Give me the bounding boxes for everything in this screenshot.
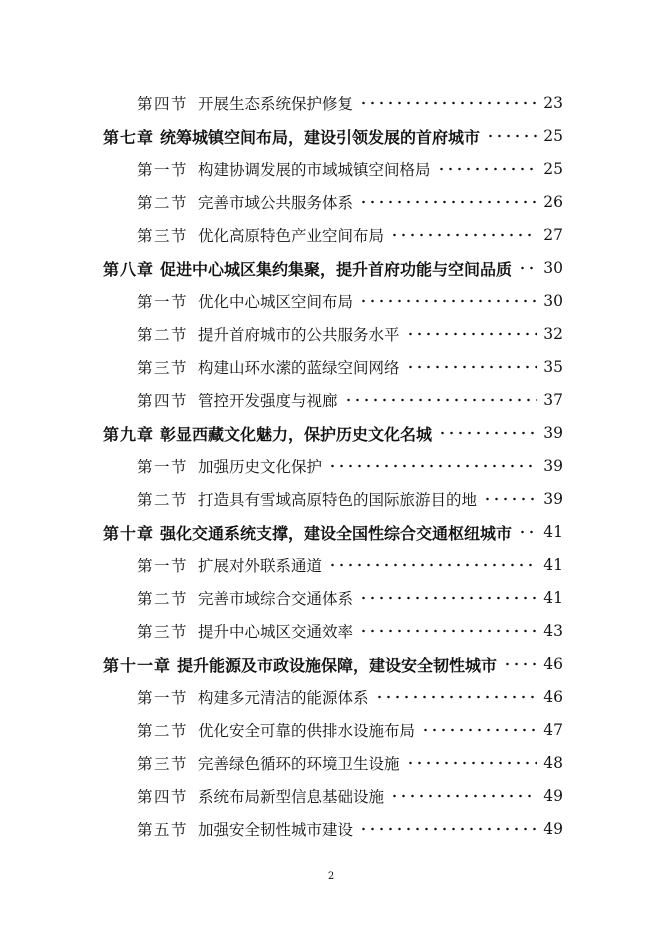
toc-entry-label: 第十一章 bbox=[103, 655, 172, 675]
toc-entry-label: 第九章 bbox=[103, 424, 155, 444]
toc-entry[interactable] bbox=[137, 449, 563, 483]
dot-leader bbox=[390, 779, 537, 813]
toc-entry-title: 加强历史文化保护 bbox=[198, 458, 323, 476]
toc-entry[interactable] bbox=[137, 284, 563, 318]
dot-leader bbox=[328, 548, 537, 582]
dot-leader bbox=[406, 317, 538, 351]
dot-leader bbox=[359, 812, 537, 846]
dot-leader bbox=[390, 218, 537, 252]
dot-leader bbox=[518, 515, 537, 549]
toc-entry-label: 第二节 bbox=[137, 590, 189, 608]
toc-entry-title: 开展生态系统保护修复 bbox=[198, 95, 354, 113]
toc-entry-title: 构建协调发展的市域城镇空间格局 bbox=[198, 161, 431, 179]
dot-leader bbox=[359, 284, 537, 318]
toc-entry-label: 第二节 bbox=[137, 491, 189, 509]
toc-entry-title: 彰显西藏文化魅力，保护历史文化名城 bbox=[160, 424, 433, 444]
toc-entry-page: 30 bbox=[543, 259, 563, 277]
toc-entry-label: 第一节 bbox=[137, 161, 189, 179]
dot-leader bbox=[421, 713, 537, 747]
toc-entry-title: 构建山环水潆的蓝绿空间网络 bbox=[198, 359, 400, 377]
toc-entry-page: 30 bbox=[543, 292, 563, 310]
toc-entry-title: 构建多元清洁的能源体系 bbox=[198, 689, 369, 707]
toc-entry[interactable] bbox=[137, 350, 563, 384]
toc-entry-label: 第四节 bbox=[137, 392, 189, 410]
dot-leader bbox=[483, 482, 537, 516]
dot-leader bbox=[359, 86, 537, 120]
toc-entry-page: 35 bbox=[543, 358, 563, 376]
toc-entry-label: 第二节 bbox=[137, 194, 189, 212]
dot-leader bbox=[359, 185, 537, 219]
toc-entry-page: 46 bbox=[543, 655, 563, 673]
toc-entry-page: 39 bbox=[543, 424, 563, 442]
toc-entry-label: 第一节 bbox=[137, 293, 189, 311]
toc-entry[interactable] bbox=[103, 251, 563, 285]
toc-entry-label: 第一节 bbox=[137, 458, 189, 476]
toc-entry-title: 提升中心城区交通效率 bbox=[198, 623, 354, 641]
toc-entry-page: 25 bbox=[543, 160, 563, 178]
toc-entry-title: 提升能源及市政设施保障，建设安全韧性城市 bbox=[177, 655, 498, 675]
toc-entry-title: 完善绿色循环的环境卫生设施 bbox=[198, 755, 400, 773]
toc-entry-label: 第二节 bbox=[137, 326, 189, 344]
toc-entry-title: 完善市域公共服务体系 bbox=[198, 194, 354, 212]
dot-leader bbox=[518, 251, 537, 285]
toc-entry[interactable] bbox=[137, 812, 563, 846]
toc-entry[interactable] bbox=[137, 548, 563, 582]
toc-entry[interactable] bbox=[137, 779, 563, 813]
toc-entry-label: 第七章 bbox=[103, 127, 155, 147]
toc-entry[interactable] bbox=[103, 416, 563, 450]
toc-entry-page: 23 bbox=[543, 94, 563, 112]
toc-entry-page: 41 bbox=[543, 556, 563, 574]
toc-entry-page: 32 bbox=[543, 325, 563, 343]
dot-leader bbox=[359, 614, 537, 648]
toc-entry-label: 第五节 bbox=[137, 821, 189, 839]
dot-leader bbox=[406, 746, 538, 780]
toc-entry-title: 优化高原特色产业空间布局 bbox=[198, 227, 385, 245]
dot-leader bbox=[486, 119, 537, 153]
toc-entry-label: 第一节 bbox=[137, 689, 189, 707]
toc-entry[interactable] bbox=[137, 614, 563, 648]
dot-leader bbox=[359, 581, 537, 615]
toc-entry[interactable] bbox=[137, 185, 563, 219]
toc-entry[interactable] bbox=[137, 746, 563, 780]
toc-entry-title: 系统布局新型信息基础设施 bbox=[198, 788, 385, 806]
toc-entry-page: 43 bbox=[543, 622, 563, 640]
toc-entry-label: 第四节 bbox=[137, 95, 189, 113]
dot-leader bbox=[375, 680, 538, 714]
dot-leader bbox=[438, 416, 537, 450]
toc-entry-page: 27 bbox=[543, 226, 563, 244]
toc-entry-page: 41 bbox=[543, 589, 563, 607]
toc-entry[interactable] bbox=[137, 383, 563, 417]
toc-entry-label: 第三节 bbox=[137, 623, 189, 641]
toc-entry-page: 25 bbox=[543, 127, 563, 145]
toc-entry[interactable] bbox=[137, 218, 563, 252]
toc-entry-title: 扩展对外联系通道 bbox=[198, 557, 323, 575]
toc-entry-label: 第二节 bbox=[137, 722, 189, 740]
toc-entry-title: 提升首府城市的公共服务水平 bbox=[198, 326, 400, 344]
toc-entry-title: 管控开发强度与视廊 bbox=[198, 392, 338, 410]
toc-entry[interactable] bbox=[137, 482, 563, 516]
dot-leader bbox=[503, 647, 537, 681]
toc-entry-title: 打造具有雪域高原特色的国际旅游目的地 bbox=[198, 491, 478, 509]
toc-entry-label: 第三节 bbox=[137, 359, 189, 377]
toc-entry-page: 49 bbox=[543, 820, 563, 838]
toc-entry-label: 第十章 bbox=[103, 523, 155, 543]
toc-entry-page: 39 bbox=[543, 490, 563, 508]
page-number: 2 bbox=[327, 871, 335, 882]
toc-entry-page: 37 bbox=[543, 391, 563, 409]
dot-leader bbox=[328, 449, 537, 483]
toc-entry[interactable] bbox=[137, 152, 563, 186]
toc-entry-title: 优化中心城区空间布局 bbox=[198, 293, 354, 311]
toc-entry[interactable] bbox=[103, 119, 563, 153]
toc-entry[interactable] bbox=[137, 713, 563, 747]
toc-entry[interactable] bbox=[137, 680, 563, 714]
toc-entry-label: 第三节 bbox=[137, 755, 189, 773]
toc-entry-page: 47 bbox=[543, 721, 563, 739]
toc-entry-title: 加强安全韧性城市建设 bbox=[198, 821, 354, 839]
toc-entry-page: 26 bbox=[543, 193, 563, 211]
toc-entry-label: 第一节 bbox=[137, 557, 189, 575]
toc-entry-title: 优化安全可靠的供排水设施布局 bbox=[198, 722, 416, 740]
toc-entry-page: 41 bbox=[543, 523, 563, 541]
toc-entry-page: 49 bbox=[543, 787, 563, 805]
toc-entry-label: 第三节 bbox=[137, 227, 189, 245]
toc-entry[interactable] bbox=[137, 86, 563, 120]
toc-entry-page: 39 bbox=[543, 457, 563, 475]
toc-entry[interactable] bbox=[137, 317, 563, 351]
toc-entry[interactable] bbox=[103, 647, 563, 681]
toc-entry-page: 46 bbox=[543, 688, 563, 706]
toc-entry[interactable] bbox=[103, 515, 563, 549]
toc-entry-title: 完善市域综合交通体系 bbox=[198, 590, 354, 608]
dot-leader bbox=[406, 350, 538, 384]
toc-entry[interactable] bbox=[137, 581, 563, 615]
dot-leader bbox=[344, 383, 538, 417]
toc-entry-title: 强化交通系统支撑，建设全国性综合交通枢纽城市 bbox=[160, 523, 513, 543]
toc-entry-label: 第四节 bbox=[137, 788, 189, 806]
toc-entry-page: 48 bbox=[543, 754, 563, 772]
dot-leader bbox=[437, 152, 538, 186]
toc-entry-label: 第八章 bbox=[103, 259, 155, 279]
toc-entry-title: 促进中心城区集约集聚，提升首府功能与空间品质 bbox=[160, 259, 513, 279]
toc-entry-title: 统筹城镇空间布局，建设引领发展的首府城市 bbox=[160, 127, 481, 147]
